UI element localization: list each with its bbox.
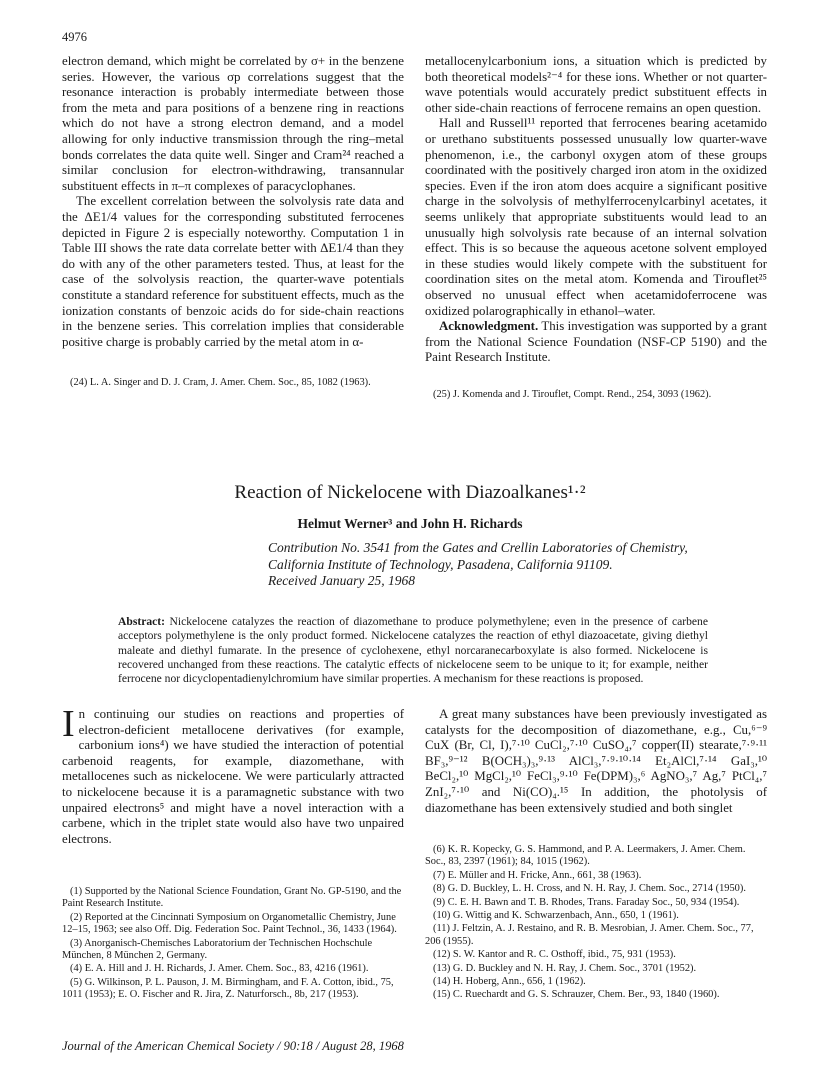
footnote: (24) L. A. Singer and D. J. Cram, J. Amer. Chem. Soc., 85, 1082 (1963). — [70, 377, 371, 388]
footnote: (3) Anorganisch-Chemisches Laboratorium der Technischen Hochschule München, 8 München 2, Germany. — [62, 937, 373, 962]
body-paragraph — [62, 703, 404, 847]
footnotes-lower-right — [425, 844, 767, 1003]
footnotes-upper-left — [62, 377, 404, 390]
footnote: (5) G. Wilkinson, P. L. Pauson, J. M. Birmingham, and F. A. Cotton, ibid., 75, 1011 (1953); E. O. Fischer and R. Jira, Z. Naturforsch., 8b, 217 (1953). — [62, 976, 394, 1001]
footnote: (14) H. Hoberg, Ann., 656, 1 (1962). — [433, 976, 586, 988]
footnote: (8) G. D. Buckley, L. H. Cross, and N. H. Ray, J. Chem. Soc., 2714 (1950). — [433, 883, 746, 895]
lower-left-column — [62, 703, 404, 847]
intro-text: n continuing our studies on reactions and properties of electron-deficient metallocene derivatives (for example, carbonium ions⁴) we have studied the interaction of potential carbenoid reagents, for example, diazomethane, with metallocenes such as nickelocene. We were particularly attracted to nickelocene because it is a paramagnetic substance with two unpaired electrons⁵ and might have a novel interaction with a carbene, which in the triplet state would also have two unpaired electrons. — [62, 707, 404, 846]
footnote: (6) K. R. Kopecky, G. S. Hammond, and P. A. Leermakers, J. Amer. Chem. Soc., 83, 2397 (1961); 84, 1015 (1962). — [425, 844, 746, 868]
abstract-label: Abstract: — [118, 615, 166, 628]
footnote: (9) C. E. H. Bawn and T. B. Rhodes, Trans. Faraday Soc., 50, 934 (1954). — [433, 896, 740, 908]
article-authors: Helmut Werner³ and John H. Richards — [297, 516, 523, 531]
body-paragraph: electron demand, which might be correlated by σ+ in the benzene series. However, the various σp correlations suggest that the resonance interaction is probably intermediate between those from the meta and para positions of a benzene ring in reactions which do not have a strong electron demand, and a model allowing for only inductive transmission through the ring–metal bonds correlates the data quite well. Singer and Cram²⁴ reached a similar conclusion for electron-withdrawing, transannular substituent effects in π–π complexes of paracyclophanes. — [62, 54, 404, 193]
footnote: (25) J. Komenda and J. Tirouflet, Compt. Rend., 254, 3093 (1962). — [433, 389, 712, 400]
acknowledgment-heading: Acknowledgment. — [439, 319, 539, 334]
footnote: (1) Supported by the National Science Foundation, Grant No. GP-5190, and the Paint Research Institute. — [62, 886, 402, 910]
affiliation-line: Contribution No. 3541 from the Gates and Crellin Laboratories of Chemistry, — [268, 540, 688, 555]
footnote: (13) G. D. Buckley and N. H. Ray, J. Chem. Soc., 3701 (1952). — [433, 962, 697, 974]
footnote: (7) E. Müller and H. Fricke, Ann., 661, 38 (1963). — [433, 869, 642, 881]
footnote: (4) E. A. Hill and J. H. Richards, J. Amer. Chem. Soc., 83, 4216 (1961). — [70, 963, 369, 975]
body-paragraph: The excellent correlation between the solvolysis rate data and the ΔE1/4 values for the corresponding substituted ferrocenes depicted in Figure 2 is especially noteworthy. Computation 1 in Table III shows the rate data correlate better with ΔE1/4 than they do with any of the other parameters tested. Thus, at least for the case of the solvolysis reaction, the quarter-wave potentials constitute a standard reference for substituent effects, much as the ionization constants of benzoic acids do for side-chain reactions in the benzene series. This correlation implies that considerable positive charge is probably carried by the metal atom in α- — [62, 194, 404, 349]
abstract-text: Nickelocene catalyzes the reaction of diazomethane to produce polymethylene; even in the presence of carbene acceptors polymethylene is the only product formed. Nickelocene catalyzes the reaction of ethyl diazoacetate, giving diethyl maleate and diethyl fumarate. In the presence of cyclohexene, ethyl norcaranecarboxylate is also formed. Nickelocene is recovered unchanged from these reactions. The catalytic effects of nickelocene seem to be unique to it; for example, neither ferrocene nor dicyclopentadienylchromium have similar properties. A mechanism for these reactions is proposed. — [118, 615, 708, 686]
footnote: (10) G. Wittig and K. Schwarzenbach, Ann., 650, 1 (1961). — [433, 910, 679, 922]
article-title: Reaction of Nickelocene with Diazoalkanes¹·² — [234, 482, 586, 503]
body-paragraph: metallocenylcarbonium ions, a situation which is predicted by both theoretical models²⁻⁴ for these ions. Whether or not quarter-wave potentials would accurately predict substituent effects in other side-chain reactions of ferrocene remains an open question. — [425, 54, 767, 115]
acknowledgment — [425, 319, 767, 366]
upper-left-column — [62, 54, 404, 350]
footnotes-lower-left — [62, 886, 404, 1003]
affiliation-line: California Institute of Technology, Pasadena, California 91109. — [268, 556, 613, 572]
footnotes-upper-right — [425, 389, 767, 402]
abstract — [118, 615, 708, 686]
body-paragraph: A great many substances have been previously investigated as catalysts for the decomposition of diazomethane, e.g., Cu,⁶⁻⁹ CuX (Br, Cl, I),⁷·¹⁰ CuCl₂,⁷·¹⁰ CuSO₄,⁷ copper(II) stearate,⁷·⁹·¹¹ BF₃,⁹⁻¹² B(OCH₃)₃,⁹·¹³ AlCl₃,⁷·⁹·¹⁰·¹⁴ Et₂AlCl,⁷·¹⁴ GaI₃,¹⁰ BeCl₂,¹⁰ MgCl₂,¹⁰ FeCl₃,⁹·¹⁰ Fe(DPM)₃,⁶ AgNO₃,⁷ Ag,⁷ PtCl₄,⁷ ZnI₂,⁷·¹⁰ and Ni(CO)₄.¹⁵ In addition, the photolysis of diazomethane has been extensively studied and both singlet — [425, 707, 767, 815]
affiliation — [268, 540, 748, 590]
footnote: (2) Reported at the Cincinnati Symposium on Organometallic Chemistry, June 12–15, 1963; see also Off. Dig. Federation Soc. Paint Technol., 36, 1433 (1964). — [62, 911, 397, 936]
body-paragraph: Hall and Russell¹¹ reported that ferrocenes bearing acetamido or urethano substituents possessed unusually low quarter-wave phenomenon, i.e., the carbonyl oxygen atom of these groups coordinated with the positively charged iron atom in the oxidized species. Even if the iron atom does acquire a significant positive charge in the solvolysis of methylferrocenylcarbinyl acetates, it seems unlikely that appropriate substituents would lead to an unusually high solvolysis rate because of an internal solvation effect. This is so because the aqueous acetone solvent employed in these studies would likely compete with the substituent for coordination sites on the metal atom. Komenda and Tirouflet²⁵ observed no unusual effect when acetamidoferrocene was oxidized polarographically in ethanol–water. — [425, 116, 767, 318]
upper-right-column — [425, 54, 767, 366]
received-date: Received January 25, 1968 — [268, 573, 415, 588]
page-number: 4976 — [62, 30, 87, 44]
footnote: (11) J. Feltzin, A. J. Restaino, and R. B. Mesrobian, J. Amer. Chem. Soc., 77, 206 (1955). — [425, 923, 754, 947]
footnote: (12) S. W. Kantor and R. C. Osthoff, ibid., 75, 931 (1953). — [433, 949, 676, 961]
footnote: (15) C. Ruechardt and G. S. Schrauzer, Chem. Ber., 93, 1840 (1960). — [433, 989, 720, 1001]
lower-right-column — [425, 707, 767, 816]
drop-cap: I — [62, 703, 75, 745]
running-footer: Journal of the American Chemical Society / 90:18 / August 28, 1968 — [62, 1039, 404, 1053]
acknowledgment-text: This investigation was supported by a grant from the National Science Foundation (NSF-CP 5190) and the Paint Research Institute. — [425, 319, 767, 365]
